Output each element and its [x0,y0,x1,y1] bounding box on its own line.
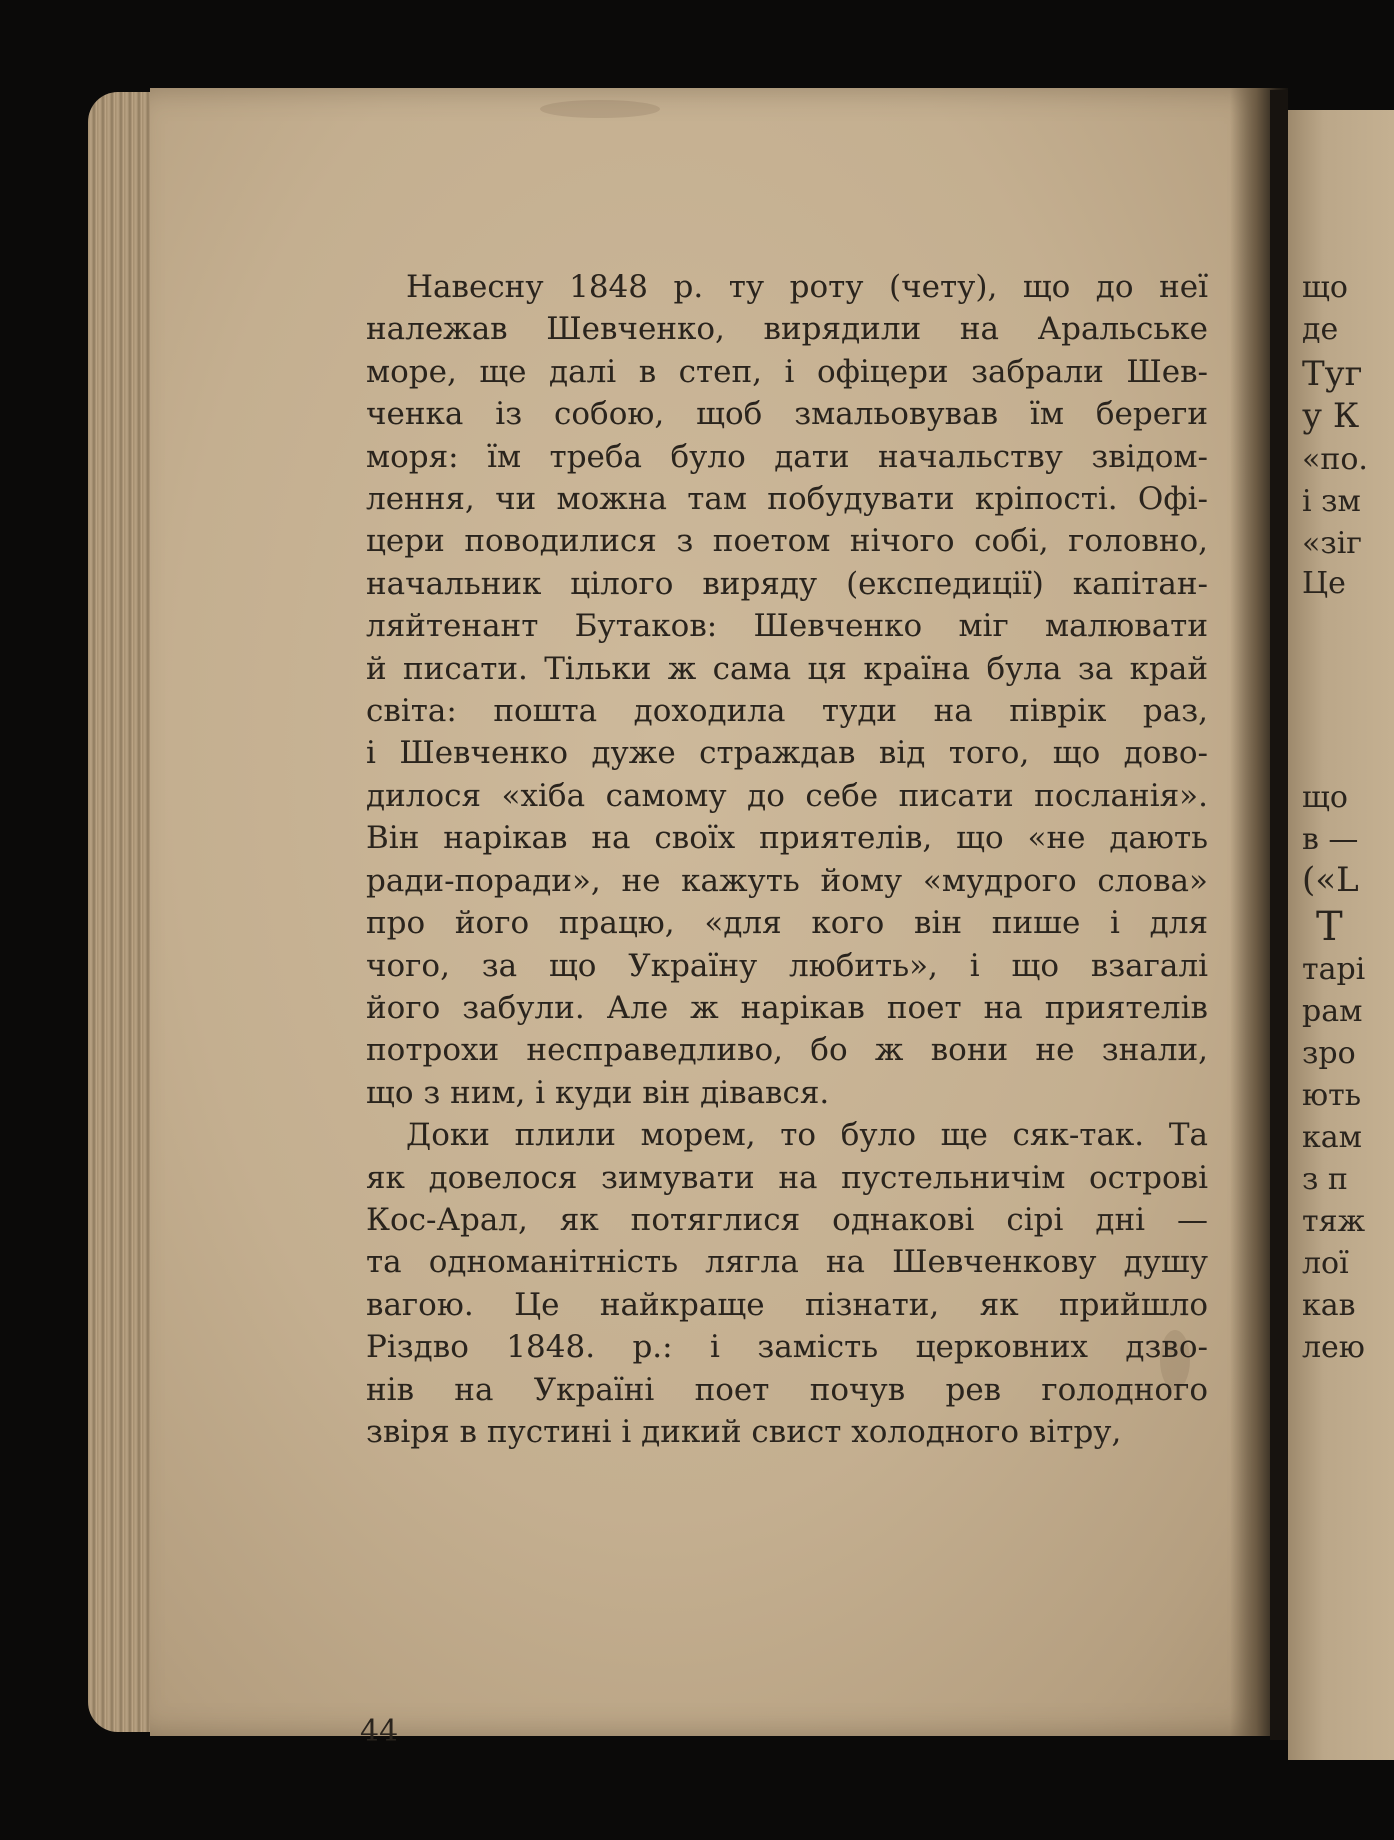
text-line: Доки плили морем, то було ще сяк-так. Та [406,1117,1208,1154]
right-page-fragment: лої [1302,1246,1349,1281]
right-page-fragment: тяж [1302,1204,1366,1239]
text-line: начальник цілого виряду (експедиції) капітан- [366,565,1208,602]
right-page-fragment: («L [1302,860,1359,900]
text-line: потрохи несправедливо, бо ж вони не знали, [366,1032,1208,1069]
right-page-fragment: Т [1316,904,1343,950]
text-line: звіря в пустині і дикий свист холодного вітру, [366,1413,1122,1450]
right-page-fragment: «по. [1302,442,1368,477]
right-page-fragment: кам [1302,1120,1362,1155]
text-line: його забули. Але ж нарікав поет на приятелів [366,989,1208,1026]
text-line: й писати. Тільки ж сама ця країна була за край [366,650,1208,687]
text-line: Він нарікав на своїх приятелів, що «не дають [366,820,1208,857]
right-page-fragment: з п [1302,1162,1348,1197]
right-page-fragment: Це [1302,566,1346,601]
text-line: Навесну 1848 р. ту роту (чету), що до неї [406,269,1208,305]
right-page-fragment: лею [1302,1330,1365,1365]
text-line: вагою. Це найкраще пізнати, як прийшло [366,1286,1208,1323]
text-line: як довелося зимувати на пустельничім острові [366,1159,1208,1196]
text-line: ради-поради», не кажуть йому «мудрого слова» [366,862,1208,899]
right-page-fragment: тарі [1302,952,1366,987]
right-page-fragment: «зіг [1302,526,1363,561]
right-page-fragment: в — [1302,822,1359,857]
text-line: нів на Україні поет почув рев голодного [366,1371,1208,1408]
page-number: 44 [360,1714,399,1749]
right-page-fragment: де [1302,312,1339,347]
text-line: лення, чи можна там побудувати кріпості. Офі- [366,481,1208,518]
text-line: і Шевченко дуже страждав від того, що дово- [366,735,1208,772]
text-line: належав Шевченко, вирядили на Аральське [366,311,1208,348]
right-page-fragment: ють [1302,1078,1362,1113]
text-line: Різдво 1848. р.: і замість церковних дзво- [366,1329,1208,1366]
text-line: цери поводилися з поетом нічого собі, головно, [366,523,1208,560]
book-spine [1270,90,1288,1740]
right-page-fragment: у К [1302,396,1360,436]
text-line: та одноманітність лягла на Шевченкову душу [366,1244,1208,1281]
right-page-fragment: кав [1302,1288,1356,1323]
right-page-fragment: рам [1302,994,1363,1029]
text-line: чого, за що Україну любить», і що взагалі [366,947,1208,984]
text-line: дилося «хіба самому до себе писати посланія». [366,777,1208,814]
right-page-fragment: зро [1302,1036,1356,1071]
text-line: море, ще далі в степ, і офіцери забрали Шев- [366,353,1208,390]
text-line: про його працю, «для кого він пише і для [366,905,1208,942]
text-line: моря: їм треба було дати начальству звідом- [366,438,1208,475]
right-page-fragment: і зм [1302,484,1361,519]
text-line: Кос-Арал, як потяглися однакові сірі дні — [366,1201,1208,1238]
text-line: ляйтенант Бутаков: Шевченко міг малювати [366,608,1208,645]
right-page-fragment: що [1302,270,1348,305]
text-line: ченка із собою, щоб змальовував їм береги [366,396,1208,433]
paper-stain [540,100,660,118]
body-text [366,266,1208,1453]
right-page-fragment: що [1302,780,1348,815]
text-line: що з ним, і куди він дівався. [366,1074,830,1111]
right-page-fragment: Туг [1302,354,1363,394]
text-line: світа: пошта доходила туди на піврік раз, [366,693,1208,730]
